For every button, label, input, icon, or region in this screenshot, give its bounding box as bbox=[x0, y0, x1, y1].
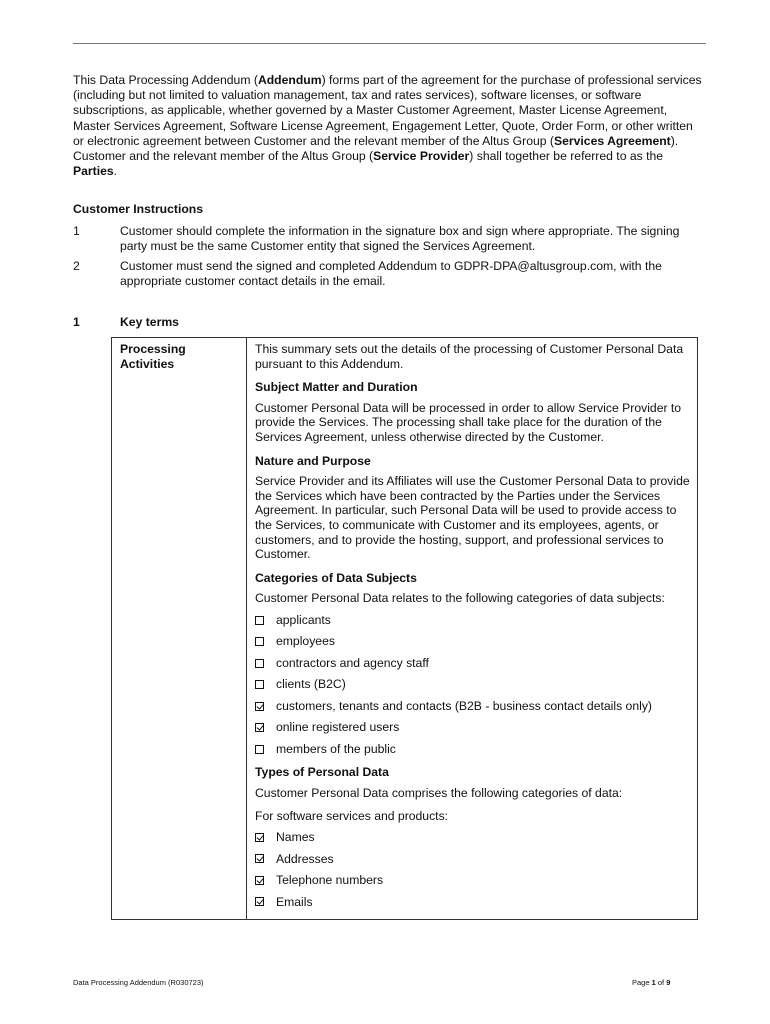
checkbox-icon[interactable] bbox=[255, 745, 264, 754]
checkbox-label: applicants bbox=[276, 612, 331, 627]
checkbox-icon[interactable] bbox=[255, 616, 264, 625]
personal-data-types-heading: Types of Personal Data bbox=[255, 765, 389, 780]
checkbox-label: customers, tenants and contacts (B2B - business contact details only) bbox=[276, 698, 652, 713]
checkbox-label: contractors and agency staff bbox=[276, 655, 429, 670]
instruction-text: Customer should complete the information in the signature box and sign where appropriate. The signing party must be the same Customer entity that signed the Services Agreement. bbox=[120, 224, 680, 253]
checkbox-item[interactable] bbox=[255, 742, 695, 757]
software-services-intro: For software services and products: bbox=[255, 808, 449, 823]
checkbox-icon[interactable] bbox=[255, 723, 264, 732]
page-of-label: of bbox=[655, 978, 667, 987]
data-subjects-heading: Categories of Data Subjects bbox=[255, 570, 417, 585]
processing-activities-cell bbox=[255, 342, 695, 909]
checkbox-item[interactable] bbox=[255, 699, 695, 714]
personal-data-types-intro: Customer Personal Data comprises the following categories of data: bbox=[255, 786, 623, 800]
nature-purpose-text: Service Provider and its Affiliates will use the Customer Personal Data to provide the Services which have been contracted by the Parties under the Services Agreement. In particular, such Personal Data will be used to provide access to the Services, to communicate with Customer and its employees, agents, or customers, and to provide the hosting, support, and professional services to Customer. bbox=[255, 474, 690, 562]
checkbox-icon[interactable] bbox=[255, 659, 264, 668]
subject-matter-text: Customer Personal Data will be processed in order to allow Service Provider to provide the Services. The processing shall take place for the duration of the Services Agreement, unless otherwise directed by the Customer. bbox=[255, 400, 682, 444]
intro-text-3: ). Customer and the relevant member of the Altus Group ( bbox=[73, 133, 679, 164]
intro-text-1: This Data Processing Addendum ( bbox=[73, 73, 258, 87]
checkbox-icon[interactable] bbox=[255, 680, 264, 689]
checkbox-item[interactable] bbox=[255, 720, 695, 735]
subject-matter-heading: Subject Matter and Duration bbox=[255, 380, 418, 395]
current-page: 1 bbox=[651, 978, 656, 987]
instruction-text: Customer must send the signed and completed Addendum to GDPR-DPA@altusgroup.com, with the appropriate customer contact details in the email. bbox=[120, 259, 662, 288]
footer-page-number bbox=[632, 978, 670, 987]
checkbox-item[interactable] bbox=[255, 873, 695, 888]
instruction-number: 2 bbox=[73, 259, 80, 273]
checkbox-label: Telephone numbers bbox=[276, 873, 384, 888]
checkbox-item[interactable] bbox=[255, 895, 695, 910]
checkbox-icon[interactable] bbox=[255, 702, 264, 711]
intro-paragraph bbox=[73, 73, 706, 179]
defined-term-services-agreement: Services Agreement bbox=[553, 133, 671, 148]
row-label-processing-activities: Processing Activities bbox=[120, 342, 186, 371]
checkbox-icon[interactable] bbox=[255, 876, 264, 885]
data-subjects-intro: Customer Personal Data relates to the following categories of data subjects: bbox=[255, 591, 665, 606]
checkbox-item[interactable] bbox=[255, 677, 695, 692]
checkbox-label: employees bbox=[276, 634, 335, 649]
instruction-number: 1 bbox=[73, 224, 80, 238]
intro-text-4: ) shall together be referred to as the bbox=[469, 149, 664, 164]
checkbox-label: Addresses bbox=[276, 851, 334, 866]
checkbox-icon[interactable] bbox=[255, 854, 264, 863]
defined-term-service-provider: Service Provider bbox=[373, 149, 470, 164]
checkbox-item[interactable] bbox=[255, 830, 695, 845]
section-number: 1 bbox=[73, 315, 80, 329]
summary-text: This summary sets out the details of the processing of Customer Personal Data pursuant to this Addendum. bbox=[255, 342, 684, 371]
key-terms-table bbox=[111, 337, 698, 920]
header-rule bbox=[73, 43, 706, 44]
customer-instructions-heading: Customer Instructions bbox=[73, 202, 204, 216]
checkbox-label: members of the public bbox=[276, 741, 396, 756]
checkbox-item[interactable] bbox=[255, 634, 695, 649]
checkbox-label: clients (B2C) bbox=[276, 677, 346, 692]
checkbox-label: Emails bbox=[276, 894, 313, 909]
intro-text-2: ) forms part of the agreement for the purchase of professional services (including but not limited to valuation management, tax and rates services), software licenses, or software subscriptions, as applicable, whether governed by a Master Customer Agreement, Master License Agreement, Master Services Agreement, Software License Agreement, Engagement Letter, Quote, Order Form, or other written or electronic agreement between Customer and the relevant member of the Altus Group ( bbox=[73, 73, 702, 148]
section-title: Key terms bbox=[120, 315, 179, 329]
page-label: Page bbox=[632, 978, 652, 987]
footer-document-reference: Data Processing Addendum (R030723) bbox=[73, 978, 204, 987]
checkbox-label: Names bbox=[276, 830, 315, 845]
checkbox-item[interactable] bbox=[255, 656, 695, 671]
defined-term-addendum: Addendum bbox=[257, 73, 322, 87]
total-pages: 9 bbox=[666, 978, 671, 987]
checkbox-icon[interactable] bbox=[255, 637, 264, 646]
checkbox-item[interactable] bbox=[255, 613, 695, 628]
column-divider bbox=[246, 338, 247, 919]
intro-text-5: . bbox=[113, 164, 118, 179]
checkbox-label: online registered users bbox=[276, 720, 400, 735]
defined-term-parties: Parties bbox=[73, 164, 114, 179]
nature-purpose-heading: Nature and Purpose bbox=[255, 453, 371, 468]
checkbox-icon[interactable] bbox=[255, 897, 264, 906]
checkbox-icon[interactable] bbox=[255, 833, 264, 842]
checkbox-item[interactable] bbox=[255, 852, 695, 867]
